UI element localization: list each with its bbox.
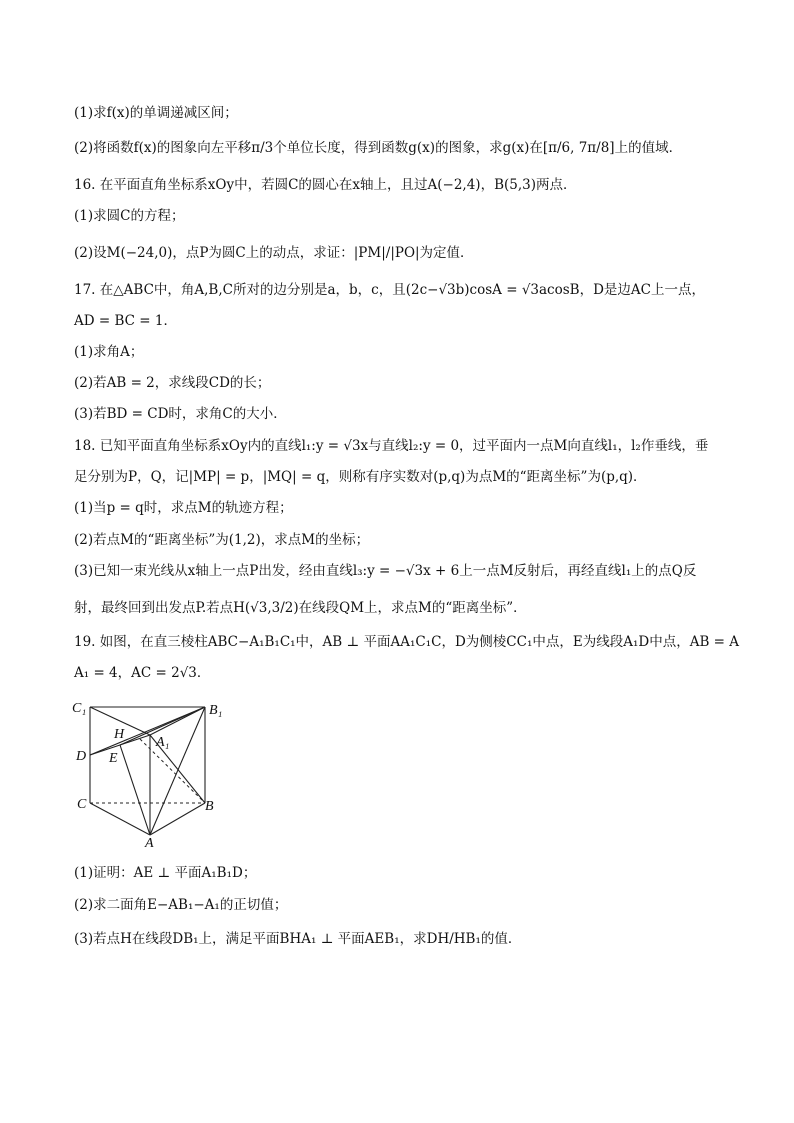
q18-part3-1: (3)已知一束光线从x轴上一点P出发，经由直线l₃:y = −√3x + 6上一点M反射后，再经直线l₁上的点Q反 xyxy=(74,563,697,579)
q19-part1: (1)证明：AE ⊥ 平面A₁B₁D； xyxy=(74,865,257,881)
edge-c1a1 xyxy=(90,707,150,735)
q17-stem-2: AD = BC = 1． xyxy=(74,313,177,329)
label-b1: B₁ xyxy=(209,703,223,718)
edge-ab xyxy=(150,803,205,835)
q17-stem-1: 17. 在△ABC中，角A,B,C所对的边分别是a，b，c，且(2c−√3b)cosA = √3acosB，D是边AC上一点， xyxy=(74,282,705,298)
label-a1: A₁ xyxy=(156,735,170,750)
q16-stem: 16. 在平面直角坐标系xOy中，若圆C的圆心在x轴上，且过A(−2,4)，B(5,3)两点． xyxy=(74,177,577,193)
edge-ca xyxy=(90,803,150,835)
q18-stem-1: 18. 已知平面直角坐标系xOy内的直线l₁:y = √3x与直线l₂:y = 0，过平面内一点M向直线l₁，l₂作垂线，垂 xyxy=(74,438,709,454)
segment-da1 xyxy=(90,735,150,755)
q19-stem-1: 19. 如图，在直三棱柱ABC−A₁B₁C₁中，AB ⊥ 平面AA₁C₁C，D为侧棱CC₁中点，E为线段A₁D中点，AB = A xyxy=(74,634,740,650)
q17-part1: (1)求角A； xyxy=(74,344,144,360)
label-h: H xyxy=(114,727,125,742)
q18-stem-2: 足分别为P，Q，记|MP| = p，|MQ| = q，则称有序实数对(p,q)为点M的“距离坐标”为(p,q)． xyxy=(74,469,647,485)
q19-part2: (2)求二面角E−AB₁−A₁的正切值； xyxy=(74,897,288,913)
q16-part1: (1)求圆C的方程； xyxy=(74,208,185,224)
q19-part3: (3)若点H在线段DB₁上，满足平面BHA₁ ⊥ 平面AEB₁，求DH/HB₁的值． xyxy=(74,931,522,947)
edge-a1b1 xyxy=(150,707,205,735)
segment-eb1 xyxy=(120,707,205,745)
segment-db1 xyxy=(90,707,205,755)
q17-part2: (2)若AB = 2，求线段CD的长； xyxy=(74,375,271,391)
q18-part2: (2)若点M的“距离坐标”为(1,2)，求点M的坐标； xyxy=(74,532,370,548)
q17-part3: (3)若BD = CD时，求角C的大小． xyxy=(74,406,287,422)
segment-hb-hidden xyxy=(140,739,205,803)
segment-a1b xyxy=(150,735,205,803)
label-b: B xyxy=(205,799,214,814)
q15-part2: (2)将函数f(x)的图象向左平移π/3个单位长度，得到函数g(x)的图象，求g(x)在[π/6, 7π/8]上的值域． xyxy=(74,140,683,156)
label-c: C xyxy=(77,797,87,812)
label-d: D xyxy=(76,749,87,764)
q19-stem-2: A₁ = 4，AC = 2√3． xyxy=(74,665,211,681)
segment-ab1 xyxy=(150,707,205,835)
segment-ea xyxy=(120,745,150,835)
q18-part1: (1)当p = q时，求点M的轨迹方程； xyxy=(74,500,293,516)
q15-part1: (1)求f(x)的单调递减区间； xyxy=(74,105,238,121)
q16-part2: (2)设M(−24,0)，点P为圆C上的动点，求证：|PM|/|PO|为定值． xyxy=(74,245,474,261)
label-c1: C₁ xyxy=(72,701,87,716)
label-a: A xyxy=(145,836,154,851)
q18-part3-2: 射，最终回到出发点P.若点H(√3,3/2)在线段QM上，求点M的“距离坐标”． xyxy=(74,600,527,616)
label-e: E xyxy=(109,751,118,766)
